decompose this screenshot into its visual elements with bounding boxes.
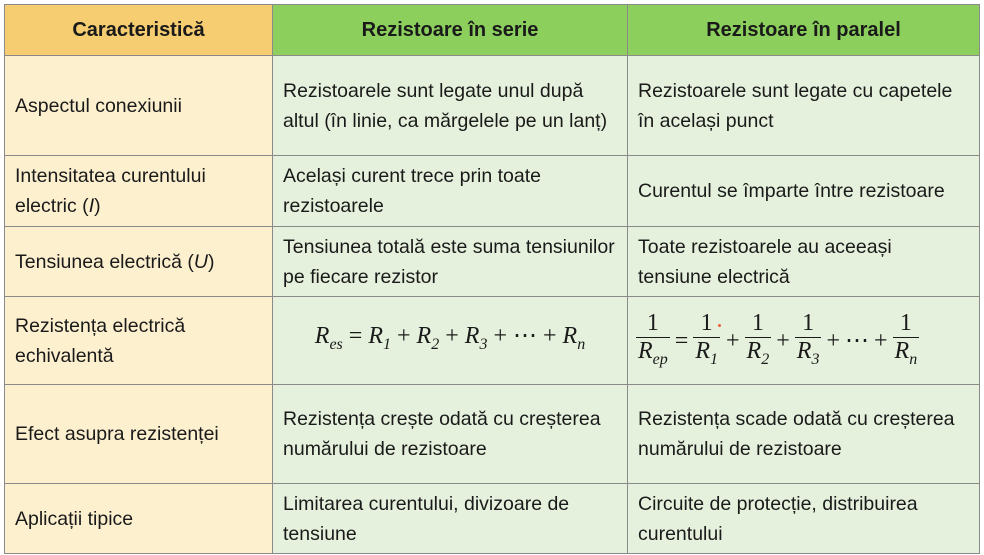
formula-symbol: R [562,323,578,349]
table-row [5,227,980,297]
equals-sign: = [348,323,363,349]
header-row [5,5,980,56]
label-text-end: ) [207,250,215,273]
parallel-cell: Curentul se împarte între rezistoare [628,156,980,227]
parallel-formula [636,310,919,373]
formula-subscript: 2 [431,336,440,353]
parallel-cell: Circuite de protecție, distribuirea curentului [628,484,980,554]
label-text-end: ) [94,195,101,217]
plus-sign: + [397,323,411,349]
header-parallel: Rezistoare în paralel [628,5,980,56]
formula-subscript: 1 [383,336,391,353]
formula-symbol: R [314,323,330,349]
fraction: $\frac{1}{R_2}$ [745,310,772,373]
fraction: $\frac{1}{R_n}$ [893,310,920,373]
equals-sign: = [674,328,689,354]
plus-sign: + [873,328,888,354]
formula-symbol: R [464,323,480,349]
fraction: $\frac{1}{R_{ep}}$ [636,310,670,373]
series-cell: Rezistoarele sunt legate unul după altul (în linie, ca mărgelele pe un lanț) [273,56,628,156]
series-cell: Rezistența crește odată cu creșterea numărului de rezistoare [273,385,628,484]
formula-subscript: n [577,336,586,353]
cursor-dot [718,324,721,327]
plus-sign: + [726,328,740,354]
plus-sign: + [776,328,790,354]
row-label: Aplicații tipice [5,484,273,554]
fraction: $\frac{1}{R_1}$ [693,310,720,373]
parallel-cell: Toate rezistoarele au aceeași tensiune electrică [628,227,980,297]
parallel-cell: Rezistența scade odată cu creșterea numărului de rezistoare [628,385,980,484]
series-formula-cell [273,297,628,385]
plus-sign: + [542,323,557,349]
table-row [5,484,980,554]
table-row [5,297,980,385]
voltage-symbol: U [193,250,208,273]
ellipsis: ⋯ [844,328,869,354]
parallel-formula-cell [628,297,980,385]
series-cell: Limitarea curentului, divizoare de tensiune [273,484,628,554]
table-row [5,385,980,484]
current-symbol: I [88,195,95,217]
header-series: Rezistoare în serie [273,5,628,56]
parallel-cell: Rezistoarele sunt legate cu capetele în același punct [628,56,980,156]
table-row [5,156,980,227]
formula-subscript: es [329,336,343,353]
header-characteristic: Caracteristică [5,5,273,56]
label-text: Intensitatea curentului electric ( [15,165,206,217]
formula-subscript: 3 [479,336,488,353]
row-label [5,156,273,227]
fraction: $\frac{1}{R_3}$ [795,310,822,373]
formula-symbol: R [368,323,383,349]
series-cell: Tensiunea totală este suma tensiunilor pe fiecare rezistor [273,227,628,297]
plus-sign: + [493,323,507,349]
label-text: Tensiunea electrică ( [15,250,194,273]
table-row [5,56,980,156]
comparison-table [4,4,980,554]
row-label: Efect asupra rezistenței [5,385,273,484]
series-formula [314,323,586,353]
ellipsis: ⋯ [512,323,537,349]
row-label [5,227,273,297]
formula-symbol: R [416,323,432,349]
row-label: Rezistența electrică echivalentă [5,297,273,385]
plus-sign: + [445,323,459,349]
row-label: Aspectul conexiunii [5,56,273,156]
plus-sign: + [826,328,840,354]
series-cell: Același curent trece prin toate rezistoarele [273,156,628,227]
